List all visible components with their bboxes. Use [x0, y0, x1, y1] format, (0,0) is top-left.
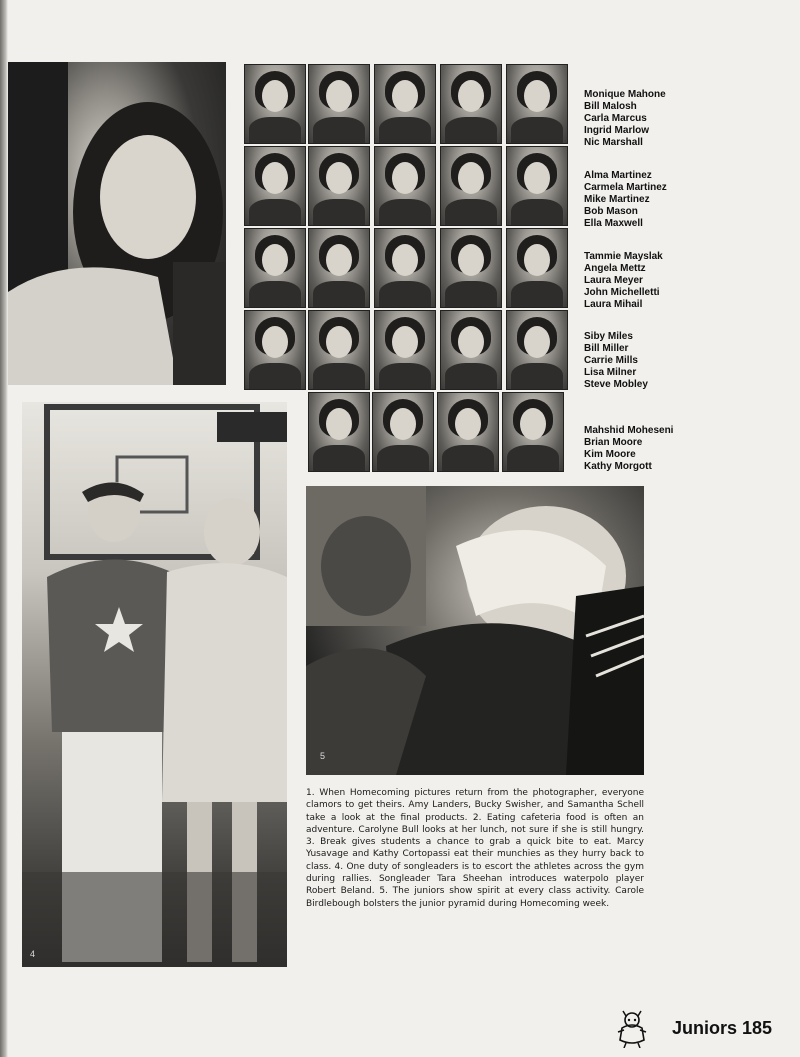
student-name: Kim Moore — [584, 449, 636, 460]
photo-number-5: 5 — [320, 751, 326, 761]
student-name: Mahshid Moheseni — [584, 425, 674, 436]
portrait-row1-5 — [506, 64, 568, 144]
portrait-row5-1 — [308, 392, 370, 472]
name-list-row3 — [584, 251, 663, 311]
name-list-row1 — [584, 89, 666, 149]
photo-junior-pyramid-art — [306, 486, 644, 775]
student-name: John Michelletti — [584, 287, 660, 298]
page-footer — [672, 1018, 772, 1039]
photo-number-4: 4 — [30, 949, 36, 959]
portrait-row5-4 — [502, 392, 564, 472]
portrait-row2-4 — [440, 146, 502, 226]
photo-junior-pyramid — [306, 486, 644, 775]
portrait-row4-3 — [374, 310, 436, 390]
student-name: Nic Marshall — [584, 137, 643, 148]
portrait-row1-2 — [308, 64, 370, 144]
portrait-row5-3 — [437, 392, 499, 472]
photo-gym-songleader — [22, 402, 287, 967]
photo-girl-smiling — [8, 62, 226, 385]
portrait-row1-3 — [374, 64, 436, 144]
student-name: Mike Martinez — [584, 194, 650, 205]
photo-gym-songleader-art — [22, 402, 287, 967]
student-name: Kathy Morgott — [584, 461, 652, 472]
portrait-row4-1 — [244, 310, 306, 390]
student-name: Alma Martinez — [584, 170, 652, 181]
photo-caption: 1. When Homecoming pictures return from the photographer, everyone clamors to get theirs. Amy Landers, Bucky Swisher, and Samantha Schell take a look at the final products. 2. Eating cafeteria food is often an adventure. Carolyne Bull looks at her lunch, not sure if she is still hungry. 3. Break gives students a chance to grab a quick bite to eat. Marcy Yusavage and Kathy Cortopassi eat their munchies as they hurry back to class. 4. One duty of songleaders is to escort the athletes across the gym during rallies. Songleader Tara Sheehan introduces waterpolo player Robert Beland. 5. The juniors show spirit at every class activity. Carole Birdlebough bolsters the junior pyramid during Homecoming week. — [306, 788, 644, 909]
student-name: Carrie Mills — [584, 355, 638, 366]
student-name: Monique Mahone — [584, 89, 666, 100]
student-name: Carmela Martinez — [584, 182, 667, 193]
student-name: Siby Miles — [584, 331, 633, 342]
student-name: Ella Maxwell — [584, 218, 643, 229]
student-name: Bob Mason — [584, 206, 638, 217]
name-list-row5 — [584, 425, 673, 473]
portrait-row1-4 — [440, 64, 502, 144]
photo-girl-smiling-art — [8, 62, 226, 385]
portrait-row4-4 — [440, 310, 502, 390]
portrait-row4-2 — [308, 310, 370, 390]
student-name: Ingrid Marlow — [584, 125, 649, 136]
mascot-icon — [614, 1010, 650, 1048]
student-name: Carla Marcus — [584, 113, 647, 124]
section-title: Juniors — [672, 1018, 738, 1038]
name-list-row4 — [584, 331, 648, 391]
portrait-row4-5 — [506, 310, 568, 390]
portrait-row3-3 — [374, 228, 436, 308]
portrait-row3-2 — [308, 228, 370, 308]
page-binding-shadow — [0, 0, 8, 1057]
portrait-row1-1 — [244, 64, 306, 144]
student-name: Laura Mihail — [584, 299, 643, 310]
name-list-row2 — [584, 170, 667, 230]
portrait-row2-5 — [506, 146, 568, 226]
portrait-row2-1 — [244, 146, 306, 226]
portrait-row2-2 — [308, 146, 370, 226]
portrait-row2-3 — [374, 146, 436, 226]
student-name: Brian Moore — [584, 437, 643, 448]
student-name: Tammie Mayslak — [584, 251, 663, 262]
student-name: Lisa Milner — [584, 367, 637, 378]
page-number: 185 — [742, 1018, 773, 1038]
student-name: Angela Mettz — [584, 263, 646, 274]
student-name: Laura Meyer — [584, 275, 643, 286]
student-name: Steve Mobley — [584, 379, 648, 390]
portrait-row3-1 — [244, 228, 306, 308]
portrait-row3-5 — [506, 228, 568, 308]
student-name: Bill Malosh — [584, 101, 637, 112]
portrait-row3-4 — [440, 228, 502, 308]
student-name: Bill Miller — [584, 343, 629, 354]
portrait-row5-2 — [372, 392, 434, 472]
